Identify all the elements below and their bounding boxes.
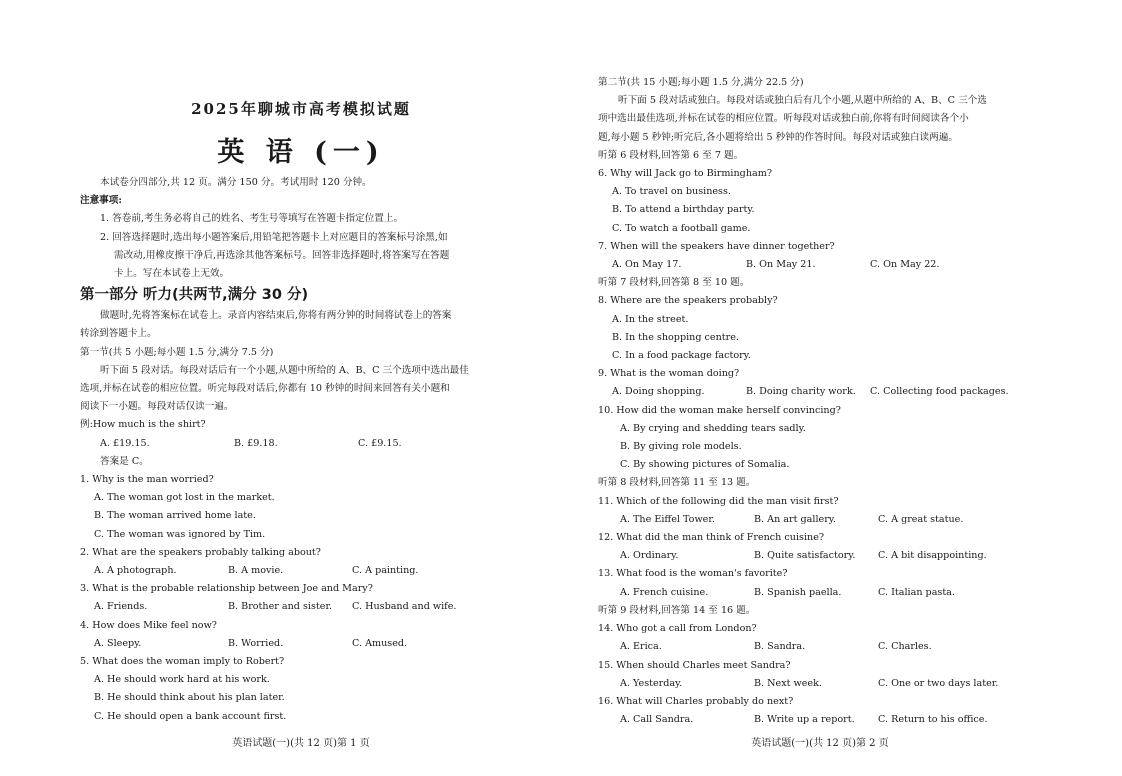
question-8: 8. Where are the speakers probably?: [598, 295, 778, 307]
question-13-options: [598, 584, 1042, 602]
option: A. Call Sandra.: [620, 714, 694, 726]
material-6: 听第 6 段材料,回答第 6 至 7 题。: [598, 149, 744, 161]
material-9: 听第 9 段材料,回答第 14 至 16 题。: [598, 604, 756, 616]
question-16: 16. What will Charles probably do next?: [598, 695, 794, 707]
option: B. An art gallery.: [754, 513, 836, 525]
option: A. On May 17.: [612, 259, 682, 271]
intro-text: 本试卷分四部分,共 12 页。满分 150 分。考试用时 120 分钟。: [100, 177, 372, 188]
section2-instruction-a: 听下面 5 段对话或独白。每段对话或独白后有几个小题,从题中所给的 A、B、C 三个选: [618, 95, 987, 107]
question-16-options: [598, 711, 1042, 729]
option: C. In a food package factory.: [612, 350, 751, 362]
option: A. Ordinary.: [620, 550, 679, 562]
option: A. £19.15.: [100, 437, 150, 449]
option: A. The woman got lost in the market.: [94, 492, 275, 504]
option: B. He should think about his plan later.: [94, 692, 285, 704]
option: C. On May 22.: [870, 259, 940, 271]
question-2-options: [80, 562, 522, 580]
option: C. Amused.: [352, 637, 408, 649]
option: B. By giving role models.: [620, 441, 742, 453]
option: A. Erica.: [620, 641, 662, 653]
option: C. To watch a football game.: [612, 222, 751, 234]
question-7-options: [598, 256, 1042, 274]
option: C. Italian pasta.: [878, 586, 955, 598]
right-content: [598, 74, 1042, 729]
option: A. In the street.: [612, 313, 689, 325]
question-10: 10. How did the woman make herself convincing?: [598, 404, 841, 416]
question-9: 9. What is the woman doing?: [598, 368, 740, 380]
question-12-options: [598, 547, 1042, 565]
question-12: 12. What did the man think of French cuisine?: [598, 532, 825, 544]
option: A. By crying and shedding tears sadly.: [620, 422, 806, 434]
question-15-options: [598, 675, 1042, 693]
question-14: 14. Who got a call from London?: [598, 623, 757, 635]
part1-instruction-a: 做题时,先将答案标在试卷上。录音内容结束后,你将有两分钟的时间将试卷上的答案: [100, 310, 452, 322]
option: A. Yesterday.: [620, 677, 683, 689]
option: A. He should work hard at his work.: [94, 674, 270, 686]
page-footer: 英语试题(一)(共 12 页)第 1 页: [232, 738, 370, 749]
example-answer: 答案是 C。: [100, 455, 149, 467]
question-3: 3. What is the probable relationship between Joe and Mary?: [80, 583, 373, 595]
option: A. The Eiffel Tower.: [620, 513, 715, 525]
option: B. Worried.: [228, 637, 284, 649]
example-question: 例:How much is the shirt?: [80, 419, 206, 431]
exam-title: 2025年聊城市高考模拟试题: [191, 100, 411, 118]
section2-instruction-b: 项中选出最佳选项,并标在试卷的相应位置。听每段对话或独白前,你将有时间阅读各个小: [598, 113, 969, 125]
option: B. On May 21.: [746, 259, 816, 271]
right-page: [598, 0, 1042, 776]
question-4: 4. How does Mike feel now?: [80, 619, 217, 631]
part1-instruction-b: 转涂到答题卡上。: [80, 328, 157, 340]
example-options: [80, 435, 522, 453]
notes-heading: 注意事项:: [80, 195, 122, 207]
left-content: [80, 174, 522, 726]
note-2c: 卡上。写在本试卷上无效。: [114, 268, 230, 280]
question-1: 1. Why is the man worried?: [80, 474, 214, 486]
option: B. The woman arrived home late.: [94, 510, 256, 522]
section2-heading: 第二节(共 15 小题;每小题 1.5 分,满分 22.5 分): [598, 77, 804, 88]
section1-heading: 第一节(共 5 小题;每小题 1.5 分,满分 7.5 分): [80, 346, 274, 358]
option: B. £9.18.: [234, 437, 278, 449]
option: B. Write up a report.: [754, 714, 855, 726]
option: B. In the shopping centre.: [612, 331, 739, 343]
section1-instruction-a: 听下面 5 段对话。每段对话后有一个小题,从题中所给的 A、B、C 三个选项中选出最佳: [100, 364, 469, 376]
option: A. Doing shopping.: [612, 386, 705, 398]
exam-subtitle: 英 语 (一): [217, 137, 385, 168]
option: C. The woman was ignored by Tim.: [94, 528, 266, 540]
option: C. By showing pictures of Somalia.: [620, 459, 790, 471]
option: B. Brother and sister.: [228, 601, 333, 613]
option: B. Next week.: [754, 677, 822, 689]
option: C. He should open a bank account first.: [94, 710, 287, 722]
note-2b: 需改动,用橡皮擦干净后,再选涂其他答案标号。回答非选择题时,将答案写在答题: [114, 249, 450, 261]
option: C. Husband and wife.: [352, 601, 457, 613]
page-footer: 英语试题(一)(共 12 页)第 2 页: [751, 738, 889, 749]
option: A. French cuisine.: [620, 586, 709, 598]
section2-instruction-c: 题,每小题 5 秒钟;听完后,各小题将给出 5 秒钟的作答时间。每段对话或独白读两遍。: [598, 131, 958, 143]
question-13: 13. What food is the woman's favorite?: [598, 568, 788, 580]
option: A. Sleepy.: [94, 637, 142, 649]
section1-instruction-c: 阅读下一小题。每段对话仅读一遍。: [80, 401, 234, 413]
question-5: 5. What does the woman imply to Robert?: [80, 656, 285, 668]
material-7: 听第 7 段材料,回答第 8 至 10 题。: [598, 277, 750, 289]
option: A. Friends.: [94, 601, 148, 613]
option: C. A bit disappointing.: [878, 550, 987, 562]
option: B. Quite satisfactory.: [754, 550, 856, 562]
part1-heading: 第一部分 听力(共两节,满分 30 分): [80, 287, 309, 304]
question-2: 2. What are the speakers probably talking about?: [80, 546, 321, 558]
question-9-options: [598, 383, 1042, 401]
section1-instruction-b: 选项,并标在试卷的相应位置。听完每段对话后,你都有 10 秒钟的时间来回答有关小题和: [80, 383, 450, 395]
material-8: 听第 8 段材料,回答第 11 至 13 题。: [598, 477, 756, 489]
question-14-options: [598, 638, 1042, 656]
question-11-options: [598, 511, 1042, 529]
question-15: 15. When should Charles meet Sandra?: [598, 659, 791, 671]
option: B. Sandra.: [754, 641, 806, 653]
note-2a: 2. 回答选择题时,选出每小题答案后,用铅笔把答题卡上对应题目的答案标号涂黑,如: [100, 231, 448, 243]
option: B. To attend a birthday party.: [612, 204, 755, 216]
option: C. Return to his office.: [878, 714, 988, 726]
question-4-options: [80, 635, 522, 653]
option: C. Charles.: [878, 641, 932, 653]
option: B. A movie.: [228, 565, 284, 577]
option: A. A photograph.: [94, 565, 177, 577]
note-1: 1. 答卷前,考生务必将自己的姓名、考生号等填写在答题卡指定位置上。: [100, 213, 404, 225]
option: C. A great statue.: [878, 513, 964, 525]
question-6: 6. Why will Jack go to Birmingham?: [598, 168, 772, 180]
question-11: 11. Which of the following did the man visit first?: [598, 495, 839, 507]
option: A. To travel on business.: [612, 186, 731, 198]
option: B. Spanish paella.: [754, 586, 842, 598]
question-3-options: [80, 598, 522, 616]
option: C. Collecting food packages.: [870, 386, 1009, 398]
left-page: [80, 0, 522, 776]
option: C. A painting.: [352, 565, 419, 577]
option: C. £9.15.: [358, 437, 402, 449]
option: C. One or two days later.: [878, 677, 999, 689]
option: B. Doing charity work.: [746, 386, 856, 398]
question-7: 7. When will the speakers have dinner together?: [598, 240, 835, 252]
